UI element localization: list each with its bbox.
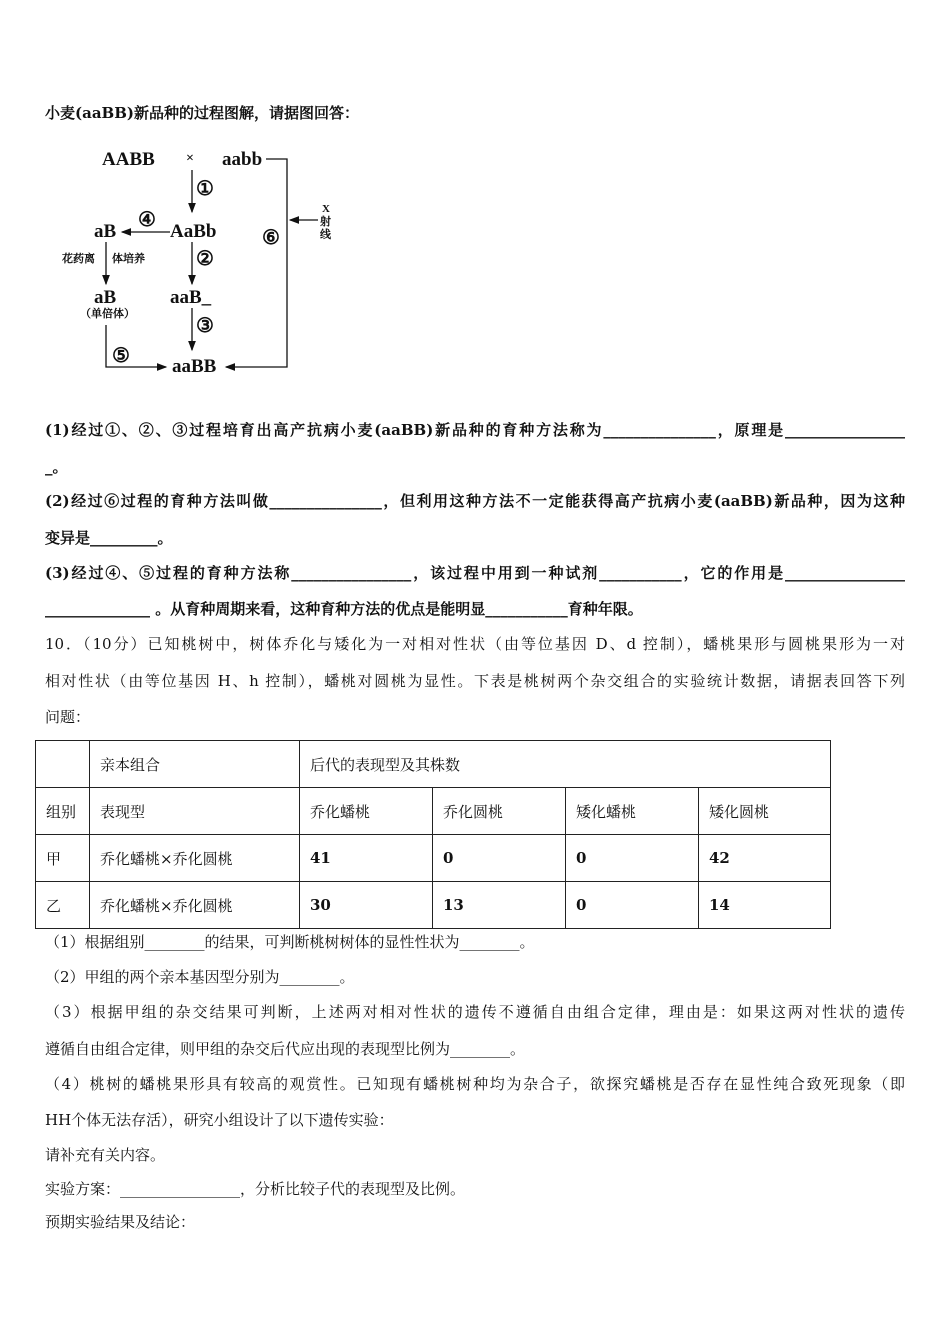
table-header: 矮化蟠桃	[566, 788, 699, 835]
q10-sub4: （4）桃树的蟠桃果形具有较高的观赏性。已知现有蟠桃树种均为杂合子，欲探究蟠桃是否存在显性纯合致死现象（即	[45, 1075, 905, 1093]
xray-xian: 线	[320, 229, 331, 241]
parent-aabb-recessive: aabb	[222, 149, 263, 170]
q9-intro: 小麦(aaBB)新品种的过程图解，请据图回答：	[45, 104, 359, 122]
q9-part2-cont: 变异是_________。	[45, 529, 173, 547]
step-5: ⑤	[112, 345, 130, 367]
cross-symbol: ×	[186, 151, 194, 166]
table-cell: 42	[699, 835, 831, 882]
q10-sub3: （3）根据甲组的杂交结果可判断，上述两对相对性状的遗传不遵循自由组合定律，理由是：如果这两对性状的遗传	[45, 1003, 905, 1021]
table-header: 亲本组合	[90, 741, 300, 788]
table-cell: 0	[566, 882, 699, 929]
q9-part2: (2)经过⑥过程的育种方法叫做_______________，但利用这种方法不一定能获得高产抗病小麦(aaBB)新品种，因为这种	[45, 492, 905, 510]
table-header: 乔化蟠桃	[300, 788, 433, 835]
table-header-row	[36, 741, 831, 788]
xray-x: X	[322, 203, 330, 215]
table-header: 后代的表现型及其株数	[300, 741, 831, 788]
f1-genotype: AaBb	[170, 221, 217, 242]
q9-part1: (1)经过①、②、③过程培育出高产抗病小麦(aaBB)新品种的育种方法称为_______________，原理是________________	[45, 421, 905, 439]
table-subheader-row	[36, 788, 831, 835]
table-cell: 14	[699, 882, 831, 929]
parent-aabb-dominant: AABB	[102, 149, 155, 170]
table-cell: 41	[300, 835, 433, 882]
q9-part3: (3)经过④、⑤过程的育种方法称________________，该过程中用到一种试剂___________，它的作用是________________	[45, 564, 905, 582]
step-4: ④	[138, 209, 156, 231]
haploid-ab: aB	[94, 287, 117, 308]
table-cell: 甲	[36, 835, 90, 882]
table-row	[36, 882, 831, 929]
table-cell: 乙	[36, 882, 90, 929]
haploid-label: （单倍体）	[80, 308, 135, 320]
table-header: 矮化圆桃	[699, 788, 831, 835]
q10-expected: 预期实验结果及结论：	[45, 1213, 196, 1231]
q10-sub1: （1）根据组别________的结果，可判断桃树树体的显性性状为________。	[45, 933, 535, 951]
q10-stem-1: 10．（10分）已知桃树中，树体乔化与矮化为一对相对性状（由等位基因 D、d 控制），蟠桃果形与圆桃果形为一对	[45, 635, 905, 653]
table-header: 乔化圆桃	[433, 788, 566, 835]
table-cell	[36, 741, 90, 788]
cross-data-table	[35, 740, 831, 929]
step-6: ⑥	[262, 227, 280, 249]
table-cell: 乔化蟠桃×乔化圆桃	[90, 882, 300, 929]
target-genotype: aaBB	[172, 356, 217, 377]
arrow-6	[226, 159, 287, 367]
breeding-diagram	[50, 140, 350, 380]
q9-part3-cont: ______________ 。从育种周期来看，这种育种方法的优点是能明显___________育种年限。	[45, 600, 643, 618]
q10-sub3-cont: 遵循自由组合定律，则甲组的杂交后代应出现的表现型比例为________。	[45, 1040, 526, 1058]
xray-she: 射	[320, 216, 331, 228]
step-1: ①	[196, 178, 214, 200]
table-cell: 0	[566, 835, 699, 882]
table-header: 表现型	[90, 788, 300, 835]
step-2: ②	[196, 248, 214, 270]
anther-label: 花药离	[62, 253, 95, 265]
table-header: 组别	[36, 788, 90, 835]
gamete-ab: aB	[94, 221, 117, 242]
q10-plan: 实验方案：________________，分析比较子代的表现型及比例。	[45, 1180, 466, 1198]
q10-instruction: 请补充有关内容。	[45, 1146, 166, 1164]
step-3: ③	[196, 315, 214, 337]
table-cell: 30	[300, 882, 433, 929]
table-row	[36, 835, 831, 882]
q10-stem-3: 问题：	[45, 708, 91, 726]
table-cell: 13	[433, 882, 566, 929]
q10-sub2: （2）甲组的两个亲本基因型分别为________。	[45, 968, 355, 986]
aab-genotype: aaB_	[170, 287, 212, 308]
q10-sub4-cont: HH个体无法存活），研究小组设计了以下遗传实验：	[45, 1111, 394, 1129]
table-cell: 乔化蟠桃×乔化圆桃	[90, 835, 300, 882]
q10-stem-2: 相对性状（由等位基因 H、h 控制），蟠桃对圆桃为显性。下表是桃树两个杂交组合的实验统计数据，请据表回答下列	[45, 672, 905, 690]
table-cell: 0	[433, 835, 566, 882]
culture-label: 体培养	[112, 253, 145, 265]
q9-part1-cont: _。	[45, 458, 68, 476]
